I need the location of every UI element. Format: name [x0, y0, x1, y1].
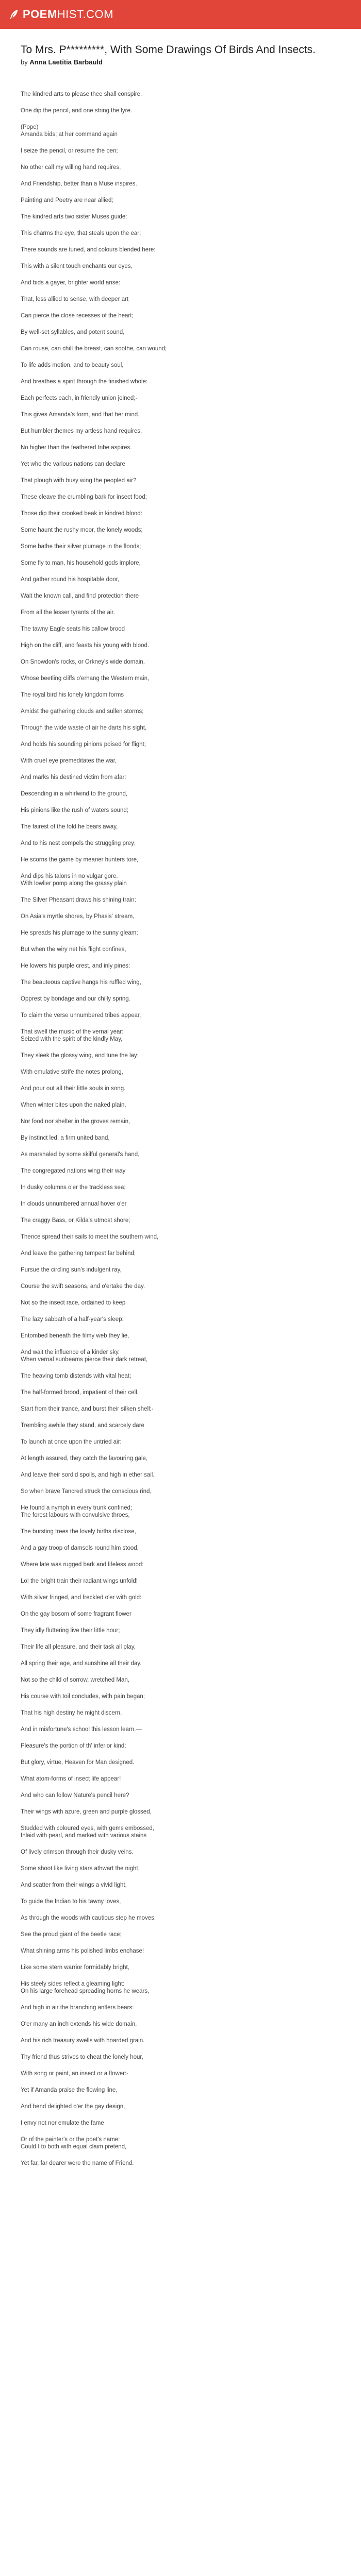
stanza: [21, 913, 340, 920]
poem-line: The fairest of the fold he bears away,: [21, 824, 118, 830]
stanza: [21, 2004, 340, 2011]
stanza: [21, 296, 340, 303]
poem-line: Entombed beneath the filmy web they lie,: [21, 1333, 129, 1339]
stanza: [21, 461, 340, 468]
stanza: [21, 1085, 340, 1092]
poem-line: These cleave the crumbling bark for insect food;: [21, 494, 147, 500]
poem-line: There sounds are tuned, and colours blended here:: [21, 247, 156, 253]
stanza: [21, 560, 340, 567]
author-link[interactable]: Anna Laetitia Barbauld: [29, 58, 103, 66]
stanza: [21, 823, 340, 831]
poem-line: Could I to both with equal claim pretend,: [21, 2144, 127, 2150]
poem-line: And breathes a spirit through the finished whole:: [21, 379, 148, 385]
poem-line: Like some stern warrior formidably bright,: [21, 1964, 129, 1971]
stanza: [21, 2160, 340, 2167]
poem-line: His course with toil concludes, with pain began;: [21, 1693, 145, 1700]
stanza: [21, 411, 340, 418]
poem-line: On his large forehead spreading horns he wears,: [21, 1988, 150, 1994]
stanza: [21, 1660, 340, 1667]
poem-line: The congregated nations wing their way: [21, 1168, 126, 1174]
stanza: [21, 2021, 340, 2028]
stanza: [21, 2054, 340, 2061]
stanza: [21, 197, 340, 204]
stanza: [21, 1914, 340, 1922]
stanza: [21, 1561, 340, 1568]
poem-line: Lo! the bright train their radiant wings unfold!: [21, 1578, 138, 1584]
poem-line: Those dip their crooked beak in kindred blood:: [21, 511, 142, 517]
poem-line: Seized with the spirit of the kindly May,: [21, 1036, 123, 1042]
stanza: [21, 1643, 340, 1651]
stanza: [21, 1693, 340, 1700]
stanza: [21, 873, 340, 887]
stanza: [21, 1069, 340, 1076]
stanza: [21, 1980, 340, 1995]
quill-icon: [8, 9, 20, 20]
poem-line: Amanda bids; at her command again: [21, 131, 118, 138]
poem-line: And bids a gayer, brighter world arise:: [21, 280, 121, 286]
stanza: [21, 444, 340, 451]
stanza: [21, 147, 340, 155]
stanza: [21, 1332, 340, 1340]
stanza: [21, 1742, 340, 1750]
stanza: [21, 1167, 340, 1175]
stanza: [21, 1611, 340, 1618]
stanza: [21, 527, 340, 534]
poem-line: And bend delighted o'er the gay design,: [21, 2104, 125, 2110]
logo-text-bold: POEM: [23, 8, 57, 21]
stanza: [21, 378, 340, 385]
poem-line: On the gay bosom of some fragrant flower: [21, 1611, 132, 1617]
poem-line: To launch at once upon the untried air:: [21, 1439, 122, 1445]
poem-line: And his rich treasury swells with hoarded grain.: [21, 2038, 145, 2044]
poem-line: High on the cliff, and feasts his young with blood.: [21, 642, 150, 649]
stanza: [21, 1349, 340, 1363]
stanza: [21, 1627, 340, 1634]
poem-line: And pour out all their little souls in song.: [21, 1086, 126, 1092]
stanza: [21, 1578, 340, 1585]
stanza: [21, 362, 340, 369]
poem-line: From all the lesser tyrants of the air.: [21, 609, 115, 616]
stanza: [21, 995, 340, 1003]
poem-line: Can rouse, can chill the breast, can soothe, can wound;: [21, 346, 167, 352]
poem-line: And high in air the branching antlers bears:: [21, 2005, 134, 2011]
stanza: [21, 1250, 340, 1257]
poem-line: And wait the influence of a kinder sky.: [21, 1349, 120, 1355]
poem-line: The bursting trees the lovely births disclose,: [21, 1529, 136, 1535]
poem-line: What atom-forms of insect life appear!: [21, 1776, 121, 1782]
poem-line: The heaving tomb distends with vital heat;: [21, 1373, 132, 1379]
stanza: [21, 107, 340, 114]
stanza: [21, 1028, 340, 1043]
poem-line: Yet who the various nations can declare: [21, 461, 125, 467]
stanza: [21, 741, 340, 748]
stanza: [21, 91, 340, 98]
poem-line: That his high destiny he might discern,: [21, 1710, 122, 1716]
poem-line: Studded with coloured eyes, with gems embossed,: [21, 1825, 154, 1832]
poem-line: His pinions like the rush of waters sound;: [21, 807, 129, 814]
poem-line: Course the swift seasons, and o'ertake the day.: [21, 1283, 145, 1290]
stanza: [21, 1825, 340, 1839]
poem-line: Of lively crimson through their dusky veins.: [21, 1849, 134, 1855]
poem-line: With silver fringed, and freckled o'er with gold:: [21, 1595, 142, 1601]
poem-line: The Silver Pheasant draws his shining train;: [21, 897, 136, 903]
poem-line: The half-formed brood, impatient of their cell,: [21, 1389, 139, 1396]
poem-line: Or of the painter's or the poet's name:: [21, 2137, 120, 2143]
poem-line: The craggy Bass, or Kilda's utmost shore;: [21, 1217, 130, 1224]
stanza: [21, 1372, 340, 1380]
poem-line: But when the wiry net his flight confines,: [21, 946, 126, 953]
stanza: [21, 856, 340, 863]
stanza: [21, 757, 340, 765]
stanza: [21, 691, 340, 699]
stanza: [21, 1316, 340, 1323]
stanza: [21, 1012, 340, 1019]
poem-line: In dusky columns o'er the trackless sea;: [21, 1184, 126, 1191]
stanza: [21, 625, 340, 633]
poem-line: No higher than the feathered tribe aspires.: [21, 445, 132, 451]
poem-line: And leave the gathering tempest far behind;: [21, 1250, 136, 1257]
poem-line: Pursue the circling sun's indulgent ray,: [21, 1267, 122, 1273]
stanza: [21, 494, 340, 501]
poem-line: To life adds motion, and to beauty soul,: [21, 362, 124, 368]
poem-title: To Mrs. P*********, With Some Drawings Of Birds And Insects.: [21, 44, 316, 56]
poem-line: And a gay troop of damsels round him stood,: [21, 1545, 139, 1551]
stanza: [21, 395, 340, 402]
poem-line: With emulative strife the notes prolong,: [21, 1069, 123, 1075]
stanza: [21, 946, 340, 953]
poem-line: His steely sides reflect a gleaming light:: [21, 1981, 125, 1987]
stanza: [21, 1964, 340, 1971]
poem-line: As marshaled by some skilful general's hand,: [21, 1151, 140, 1158]
stanza: [21, 263, 340, 270]
poem-line: Whose beetling cliffs o'erhang the Western main,: [21, 675, 150, 682]
poem-line: Thy friend thus strives to cheat the lonely hour,: [21, 2054, 143, 2060]
stanza: [21, 1184, 340, 1191]
poem-line: Thence spread their sails to meet the southern wind,: [21, 1234, 159, 1240]
poem-line: So when brave Tancred struck the conscious rind,: [21, 1488, 152, 1495]
poem-line: Not so the insect race, ordained to keep: [21, 1300, 126, 1306]
poem-line: That swell the music of the vernal year:: [21, 1029, 124, 1035]
poem-line: The kindred arts to please thee shall conspire,: [21, 91, 142, 97]
poem-line: Some shoot like living stars athwart the night,: [21, 1866, 140, 1872]
stanza: [21, 477, 340, 484]
stanza: [21, 213, 340, 221]
stanza: [21, 1266, 340, 1274]
poem-line: Through the wide waste of air he darts his sight,: [21, 725, 147, 731]
poem-line: Some haunt the rushy moor, the lonely woods;: [21, 527, 143, 533]
poem-line: That, less allied to sense, with deeper art: [21, 296, 129, 302]
stanza: [21, 576, 340, 583]
site-logo[interactable]: [8, 8, 113, 21]
poem-line: This with a silent touch enchants our eyes,: [21, 263, 133, 269]
stanza: [21, 2037, 340, 2044]
poem-line: I envy not nor emulate the fame: [21, 2120, 104, 2126]
stanza: [21, 1775, 340, 1783]
stanza: [21, 1134, 340, 1142]
stanza: [21, 609, 340, 616]
poem-line: In clouds unnumbered annual hover o'er: [21, 1201, 127, 1207]
stanza: [21, 1898, 340, 1905]
stanza: [21, 2103, 340, 2110]
poem-line: Opprest by bondage and our chilly spring.: [21, 996, 130, 1002]
stanza: [21, 1759, 340, 1766]
poem-line: But humbler themes my artless hand requires,: [21, 428, 142, 434]
poem-line: By instinct led, a firm united band,: [21, 1135, 110, 1141]
poem-line: Can pierce the close recesses of the heart;: [21, 313, 134, 319]
poem-line: At length assured, they catch the favouring gale,: [21, 1455, 148, 1462]
stanza: [21, 790, 340, 798]
poem-line: Nor food nor shelter in the groves remain,: [21, 1118, 130, 1125]
poem-line: Pleasure's the portion of th' inferior kind;: [21, 1743, 126, 1749]
poem-line: They sleek the glossy wing, and tune the lay;: [21, 1053, 139, 1059]
stanza: [21, 510, 340, 517]
poem-line: By well-set syllables, and potent sound,: [21, 329, 125, 335]
poem-line: Where late was rugged bark and lifeless wood:: [21, 1562, 144, 1568]
poem-line: All spring their age, and sunshine all their day.: [21, 1660, 142, 1667]
poem-line: When winter bites upon the naked plain,: [21, 1102, 126, 1108]
stanza: [21, 345, 340, 352]
stanza: [21, 1233, 340, 1241]
poem-line: They idly fluttering live their little hour;: [21, 1628, 120, 1634]
stanza: [21, 1947, 340, 1955]
poem-line: And in misfortune's school this lesson learn.—: [21, 1726, 142, 1733]
poem-line: Their wings with azure, green and purple glossed,: [21, 1809, 152, 1815]
poem-line: I seize the pencil, or resume the pen;: [21, 148, 118, 154]
stanza: [21, 428, 340, 435]
stanza: [21, 642, 340, 649]
poem-line: On Snowdon's rocks, or Orkney's wide domain,: [21, 659, 145, 665]
stanza: [21, 929, 340, 937]
poem-line: And to his nest compels the struggling prey;: [21, 840, 136, 846]
stanza: [21, 2120, 340, 2127]
logo-text-light: HIST.COM: [57, 8, 113, 21]
poem-line: To claim the verse unnumbered tribes appear,: [21, 1012, 141, 1019]
stanza: [21, 1865, 340, 1872]
stanza: [21, 279, 340, 286]
stanza: [21, 774, 340, 781]
stanza: [21, 1455, 340, 1462]
poem-line: And leave their sordid spoils, and high in ether sail.: [21, 1472, 155, 1478]
stanza: [21, 1504, 340, 1519]
poem-line: The forest labours with convulsive throes,: [21, 1512, 130, 1518]
poem-line: (Pope): [21, 124, 39, 130]
stanza: [21, 658, 340, 666]
poem-line: He scorns the game by meaner hunters tore,: [21, 857, 139, 863]
stanza: [21, 2070, 340, 2077]
stanza: [21, 1545, 340, 1552]
poem-line: He spreads his plumage to the sunny gleam;: [21, 930, 138, 936]
poem-line: As through the woods with cautious step he moves.: [21, 1915, 156, 1921]
stanza: [21, 1849, 340, 1856]
stanza: [21, 1471, 340, 1479]
poem-line: And scatter from their wings a vivid light,: [21, 1882, 127, 1888]
poem-line: Their life all pleasure, and their task all play,: [21, 1644, 136, 1650]
stanza: [21, 840, 340, 847]
poem-line: Inlaid with pearl, and marked with various stains: [21, 1833, 147, 1839]
poem-line: O'er many an inch extends his wide domain,: [21, 2021, 137, 2027]
poem-line: And marks his destined victim from afar:: [21, 774, 126, 781]
poem-line: To guide the Indian to his tawny loves,: [21, 1899, 121, 1905]
poem-line: Yet if Amanda praise the flowing line,: [21, 2087, 118, 2093]
site-header: [0, 0, 361, 29]
stanza: [21, 124, 340, 138]
stanza: [21, 2087, 340, 2094]
stanza: [21, 1200, 340, 1208]
stanza: [21, 1283, 340, 1290]
stanza: [21, 1118, 340, 1125]
poem-line: Amidst the gathering clouds and sullen storms;: [21, 708, 144, 715]
poem-body: [21, 91, 340, 2167]
poem-line: With lowlier pomp along the grassy plain: [21, 880, 127, 887]
stanza: [21, 1438, 340, 1446]
stanza: [21, 1726, 340, 1733]
stanza: [21, 1405, 340, 1413]
stanza: [21, 592, 340, 600]
stanza: [21, 1594, 340, 1601]
stanza: [21, 230, 340, 237]
stanza: [21, 1792, 340, 1799]
poem-line: With cruel eye premeditates the war,: [21, 758, 117, 764]
stanza: [21, 246, 340, 253]
poem-line: One dip the pencil, and one string the lyre.: [21, 108, 133, 114]
poem-line: And dips his talons in no vulgar gore.: [21, 873, 118, 879]
poem-line: He found a nymph in every trunk confined;: [21, 1505, 133, 1511]
poem-line: On Asia's myrtle shores, by Phasis' stream,: [21, 913, 135, 920]
poem-line: And Friendship, better than a Muse inspires.: [21, 181, 137, 187]
stanza: [21, 1709, 340, 1717]
stanza: [21, 1101, 340, 1109]
poem-line: He lowers his purple crest, and inly pines:: [21, 963, 130, 969]
stanza: [21, 979, 340, 986]
poem-line: Some bathe their silver plumage in the floods;: [21, 544, 141, 550]
poem-line: What shining arms his polished limbs enchase!: [21, 1948, 144, 1954]
stanza: [21, 1808, 340, 1816]
poem-line: Descending in a whirlwind to the ground,: [21, 791, 128, 797]
stanza: [21, 1299, 340, 1307]
poem-line: This charms the eye, that steals upon the ear;: [21, 230, 141, 236]
stanza: [21, 1882, 340, 1889]
stanza: [21, 164, 340, 171]
stanza: [21, 329, 340, 336]
stanza: [21, 312, 340, 319]
stanza: [21, 180, 340, 188]
poem-line: Not so the child of sorrow, wretched Man,: [21, 1677, 129, 1683]
poem-line: Yet far, far dearer were the name of Friend.: [21, 2160, 134, 2166]
poem-line: The royal bird his lonely kingdom forms: [21, 692, 124, 698]
stanza: [21, 1052, 340, 1059]
poem-line: Some fly to man, his household gods implore,: [21, 560, 141, 566]
stanza: [21, 1389, 340, 1396]
poem-line: But glory, virtue, Heaven for Man designed.: [21, 1759, 135, 1766]
poem-line: Start from their trance, and burst their silken shell;-: [21, 1406, 154, 1412]
stanza: [21, 1217, 340, 1224]
stanza: [21, 708, 340, 715]
stanza: [21, 1528, 340, 1535]
poem-line: See the proud giant of the beetle race;: [21, 1931, 122, 1938]
main-content: [0, 29, 361, 2167]
poem-line: And who can follow Nature's pencil here?: [21, 1792, 129, 1799]
poem-line: Trembling awhile they stand, and scarcely dare: [21, 1422, 144, 1429]
poem-line: With song or paint, an insect or a flower:-: [21, 2071, 129, 2077]
stanza: [21, 543, 340, 550]
stanza: [21, 807, 340, 814]
poem-line: When vernal sunbeams pierce their dark retreat,: [21, 1357, 148, 1363]
byline-prefix: by: [21, 58, 28, 66]
stanza: [21, 2136, 340, 2150]
poem-line: No other call my willing hand requires,: [21, 164, 121, 171]
stanza: [21, 724, 340, 732]
poem-line: Wait the known call, and find protection there: [21, 593, 139, 599]
stanza: [21, 675, 340, 682]
byline: [21, 58, 340, 67]
poem-line: The lazy sabbath of a half-year's sleep:: [21, 1316, 124, 1323]
poem-line: And gather round his hospitable door,: [21, 577, 120, 583]
poem-line: And holds his sounding pinions poised for flight;: [21, 741, 146, 748]
poem-line: Painting and Poetry are near allied;: [21, 197, 113, 204]
poem-line: The beauteous captive hangs his ruffled wing,: [21, 979, 141, 986]
poem-line: Each perfects each, in friendly union joined;-: [21, 395, 138, 401]
stanza: [21, 1488, 340, 1495]
stanza: [21, 1676, 340, 1684]
poem-line: That plough with busy wing the peopled air?: [21, 478, 137, 484]
stanza: [21, 1151, 340, 1158]
stanza: [21, 962, 340, 970]
poem-line: The tawny Eagle seats his callow brood: [21, 626, 125, 632]
stanza: [21, 896, 340, 904]
poem-line: The kindred arts two sister Muses guide:: [21, 214, 127, 220]
poem-line: This gives Amanda's form, and that her mind.: [21, 412, 140, 418]
stanza: [21, 1422, 340, 1429]
stanza: [21, 1931, 340, 1938]
